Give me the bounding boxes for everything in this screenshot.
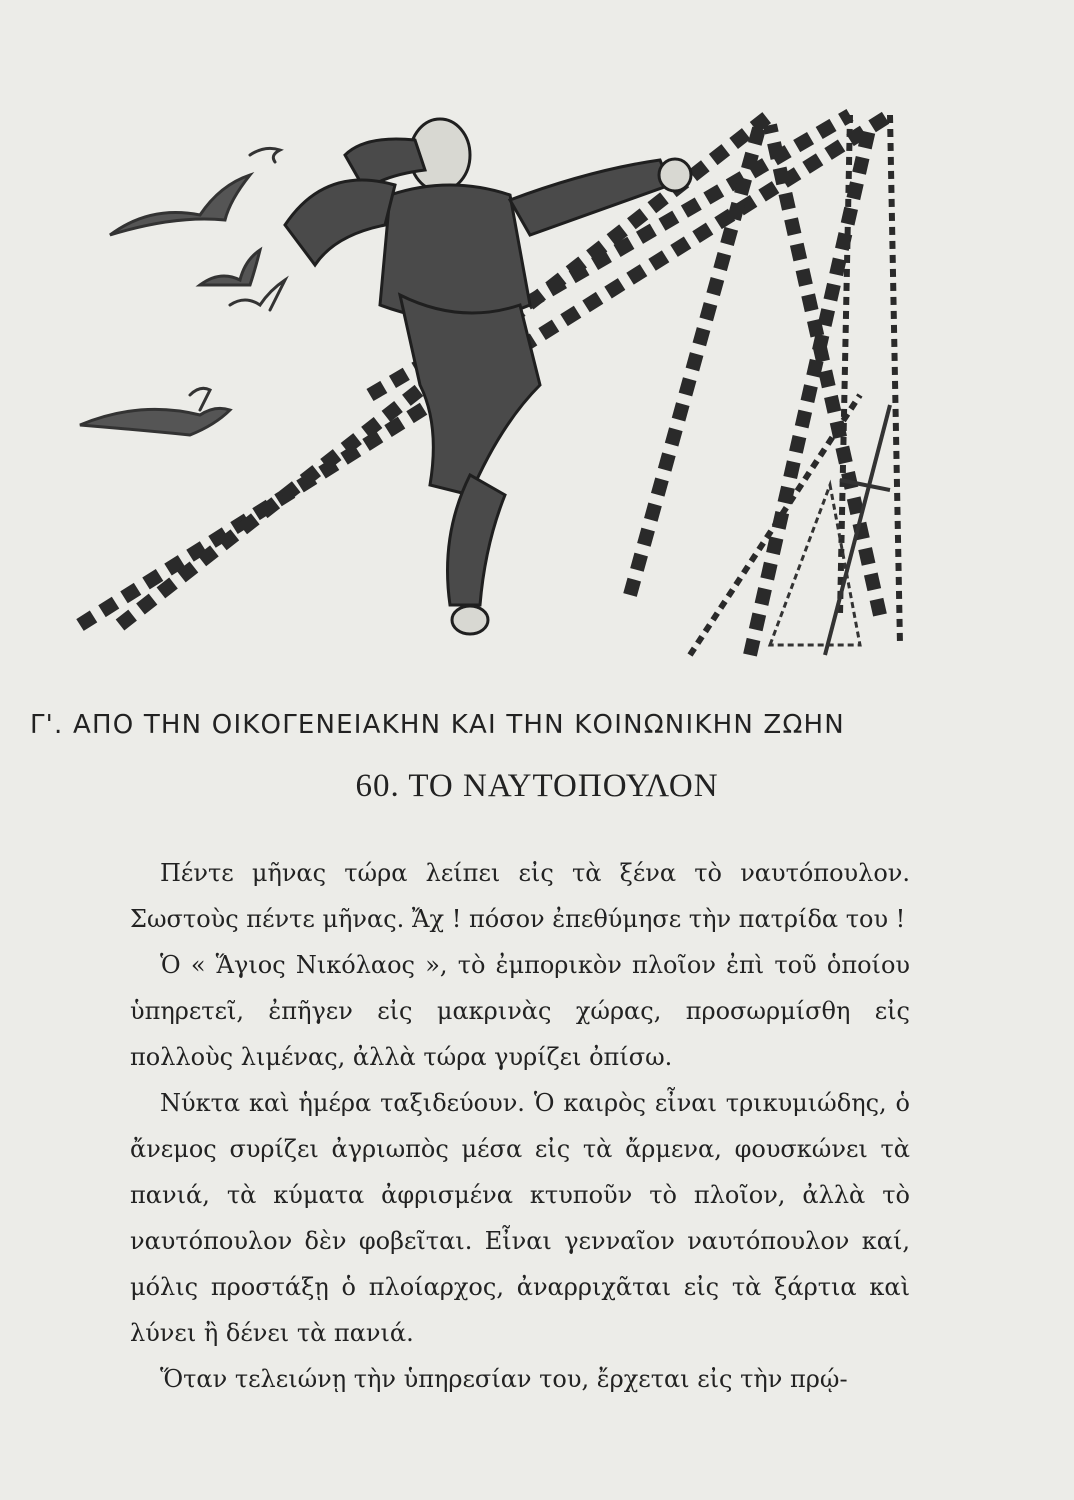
section-heading: Γ'. ΑΠΟ ΤΗΝ ΟΙΚΟΓΕΝΕΙΑΚΗΝ ΚΑΙ ΤΗΝ ΚΟΙΝΩΝΙΚΗΝ ΖΩΗΝ bbox=[30, 710, 845, 740]
sailor-boy-figure bbox=[285, 119, 691, 634]
lesson-title: 60. ΤΟ ΝΑΥΤΟΠΟΥΛΟΝ bbox=[355, 768, 719, 804]
paragraph: Νύκτα καὶ ἡμέρα ταξιδεύουν. Ὁ καιρὸς εἶναι τρικυμιώδης, ὁ ἄνεμος συρίζει ἀγριωπὸς μέσα εἰς τὰ ἄρμενα, φουσκώνει τὰ πανιά, τὰ κύματα ἀφρισμένα κτυποῦν τὸ πλοῖον, ἀλλὰ τὸ ναυτόπουλον δὲν φοβεῖται. Εἶναι γενναῖον ναυτόπουλον καί, μόλις προστάξῃ ὁ πλοίαρχος, ἀναρριχᾶται εἰς τὰ ξάρτια καὶ λύνει ἢ δένει τὰ πανιά. bbox=[130, 1089, 910, 1347]
sailor-boy-illustration bbox=[70, 95, 910, 665]
paragraph: Ὅταν τελειώνῃ τὴν ὑπηρεσίαν του, ἔρχεται εἰς τὴν πρῴ- bbox=[160, 1365, 848, 1393]
body-text bbox=[130, 850, 910, 1402]
paragraph: Πέντε μῆνας τώρα λείπει εἰς τὰ ξένα τὸ ναυτόπουλον. Σωστοὺς πέντε μῆνας. Ἄχ ! πόσον ἐπεθύμησε τὴν πατρίδα του ! bbox=[130, 859, 910, 933]
paragraph: Ὁ « Ἅγιος Νικόλαος », τὸ ἐμπορικὸν πλοῖον ἐπὶ τοῦ ὁποίου ὑπηρετεῖ, ἐπῆγεν εἰς μακρινὰς χώρας, προσωρμίσθη εἰς πολλοὺς λιμένας, ἀλλὰ τώρα γυρίζει ὀπίσω. bbox=[130, 951, 910, 1071]
seagulls bbox=[80, 148, 285, 435]
